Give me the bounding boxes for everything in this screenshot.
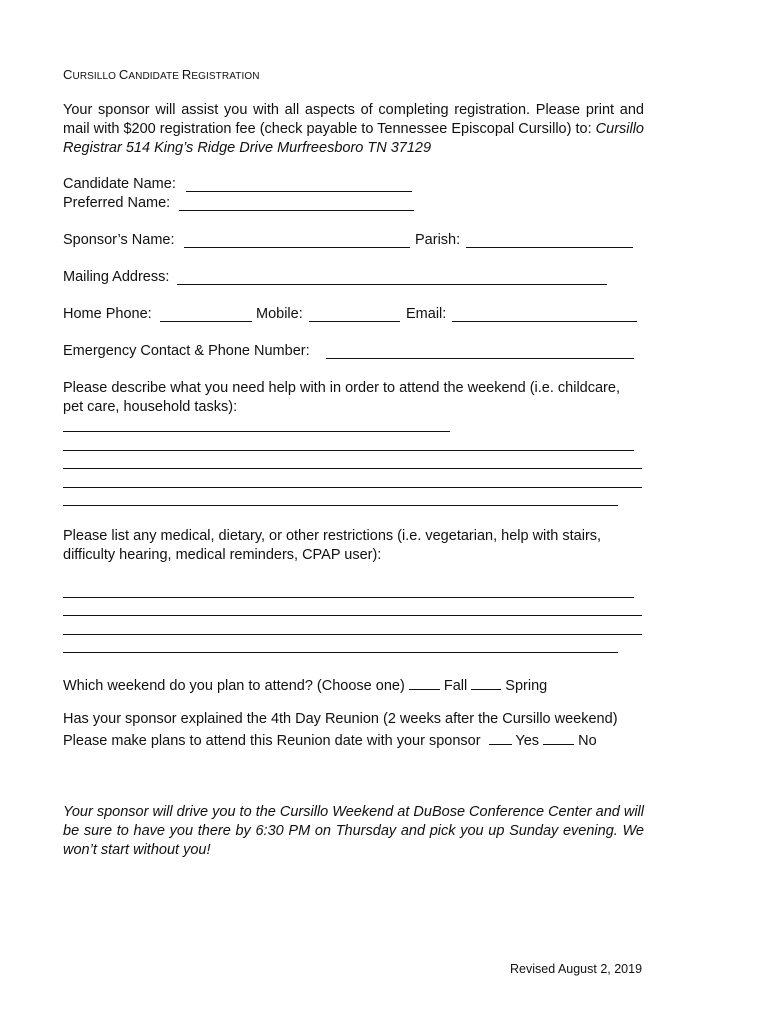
title-word: EGISTRATION <box>191 71 260 82</box>
reunion-yes-option: Yes <box>515 733 540 749</box>
spring-option: Spring <box>505 678 548 694</box>
help-question: Please describe what you need help with in order to attend the weekend (i.e. childcare, pet care, household tasks): <box>63 380 620 415</box>
mailing-address-label: Mailing Address: <box>63 269 170 285</box>
emergency-contact-label: Emergency Contact & Phone Number: <box>63 343 310 359</box>
help-answer-line[interactable] <box>63 505 618 506</box>
intro-paragraph <box>63 101 644 158</box>
candidate-name-label: Candidate Name: <box>63 176 176 192</box>
preferred-name-label: Preferred Name: <box>63 195 171 211</box>
candidate-name-field[interactable] <box>186 191 412 192</box>
form-title <box>63 67 260 82</box>
parish-field[interactable] <box>466 247 633 248</box>
weekend-row <box>63 675 547 694</box>
title-letter: R <box>181 67 192 82</box>
help-answer-line[interactable] <box>63 450 634 451</box>
help-answer-line[interactable] <box>63 431 450 432</box>
emergency-contact-field[interactable] <box>326 358 634 359</box>
title-letter: C <box>118 67 129 82</box>
medical-answer-line[interactable] <box>63 652 618 653</box>
reunion-no-option: No <box>578 733 597 749</box>
reunion-no-blank[interactable] <box>543 730 574 745</box>
medical-answer-line[interactable] <box>63 615 642 616</box>
email-label: Email: <box>406 306 447 322</box>
fall-choice-blank[interactable] <box>409 675 440 690</box>
intro-text: Your sponsor will assist you with all aspects of completing registration. Please print and mail with $200 registration fee (check payable to Tennessee Episcopal Cursillo) to: <box>63 102 644 137</box>
closing-note: Your sponsor will drive you to the Cursillo Weekend at DuBose Conference Center and will be sure to have you there by 6:30 PM on Thursday and pick you up Sunday evening. We won’t start without you! <box>63 804 644 858</box>
fall-option: Fall <box>443 678 468 694</box>
home-phone-field[interactable] <box>160 321 252 322</box>
reunion-plans-text: Please make plans to attend this Reunion date with your sponsor <box>63 733 481 749</box>
sponsor-name-field[interactable] <box>184 247 410 248</box>
home-phone-label: Home Phone: <box>63 306 152 322</box>
mobile-label: Mobile: <box>256 306 303 322</box>
registrar-address: Cursillo Registrar 514 King’s Ridge Drive Murfreesboro TN 37129 <box>63 121 644 156</box>
medical-answer-line[interactable] <box>63 597 634 598</box>
parish-label: Parish: <box>415 232 461 248</box>
mailing-address-field[interactable] <box>177 284 607 285</box>
sponsor-name-label: Sponsor’s Name: <box>63 232 175 248</box>
spring-choice-blank[interactable] <box>471 675 501 690</box>
revised-date: Revised August 2, 2019 <box>510 962 643 976</box>
weekend-question: Which weekend do you plan to attend? (Choose one) <box>63 678 405 694</box>
preferred-name-field[interactable] <box>179 210 414 211</box>
reunion-question: Has your sponsor explained the 4th Day Reunion (2 weeks after the Cursillo weekend) <box>63 711 618 727</box>
reunion-yes-blank[interactable] <box>489 730 512 745</box>
help-answer-line[interactable] <box>63 487 642 488</box>
reunion-row <box>63 730 597 749</box>
title-letter: C <box>63 67 73 82</box>
title-word: URSILLO <box>72 71 119 82</box>
email-field[interactable] <box>452 321 637 322</box>
help-answer-line[interactable] <box>63 468 642 469</box>
title-word: ANDIDATE <box>128 71 182 82</box>
mobile-field[interactable] <box>309 321 400 322</box>
medical-question: Please list any medical, dietary, or other restrictions (i.e. vegetarian, help with stairs, difficulty hearing, medical reminders, CPAP user): <box>63 528 602 563</box>
medical-answer-line[interactable] <box>63 634 642 635</box>
